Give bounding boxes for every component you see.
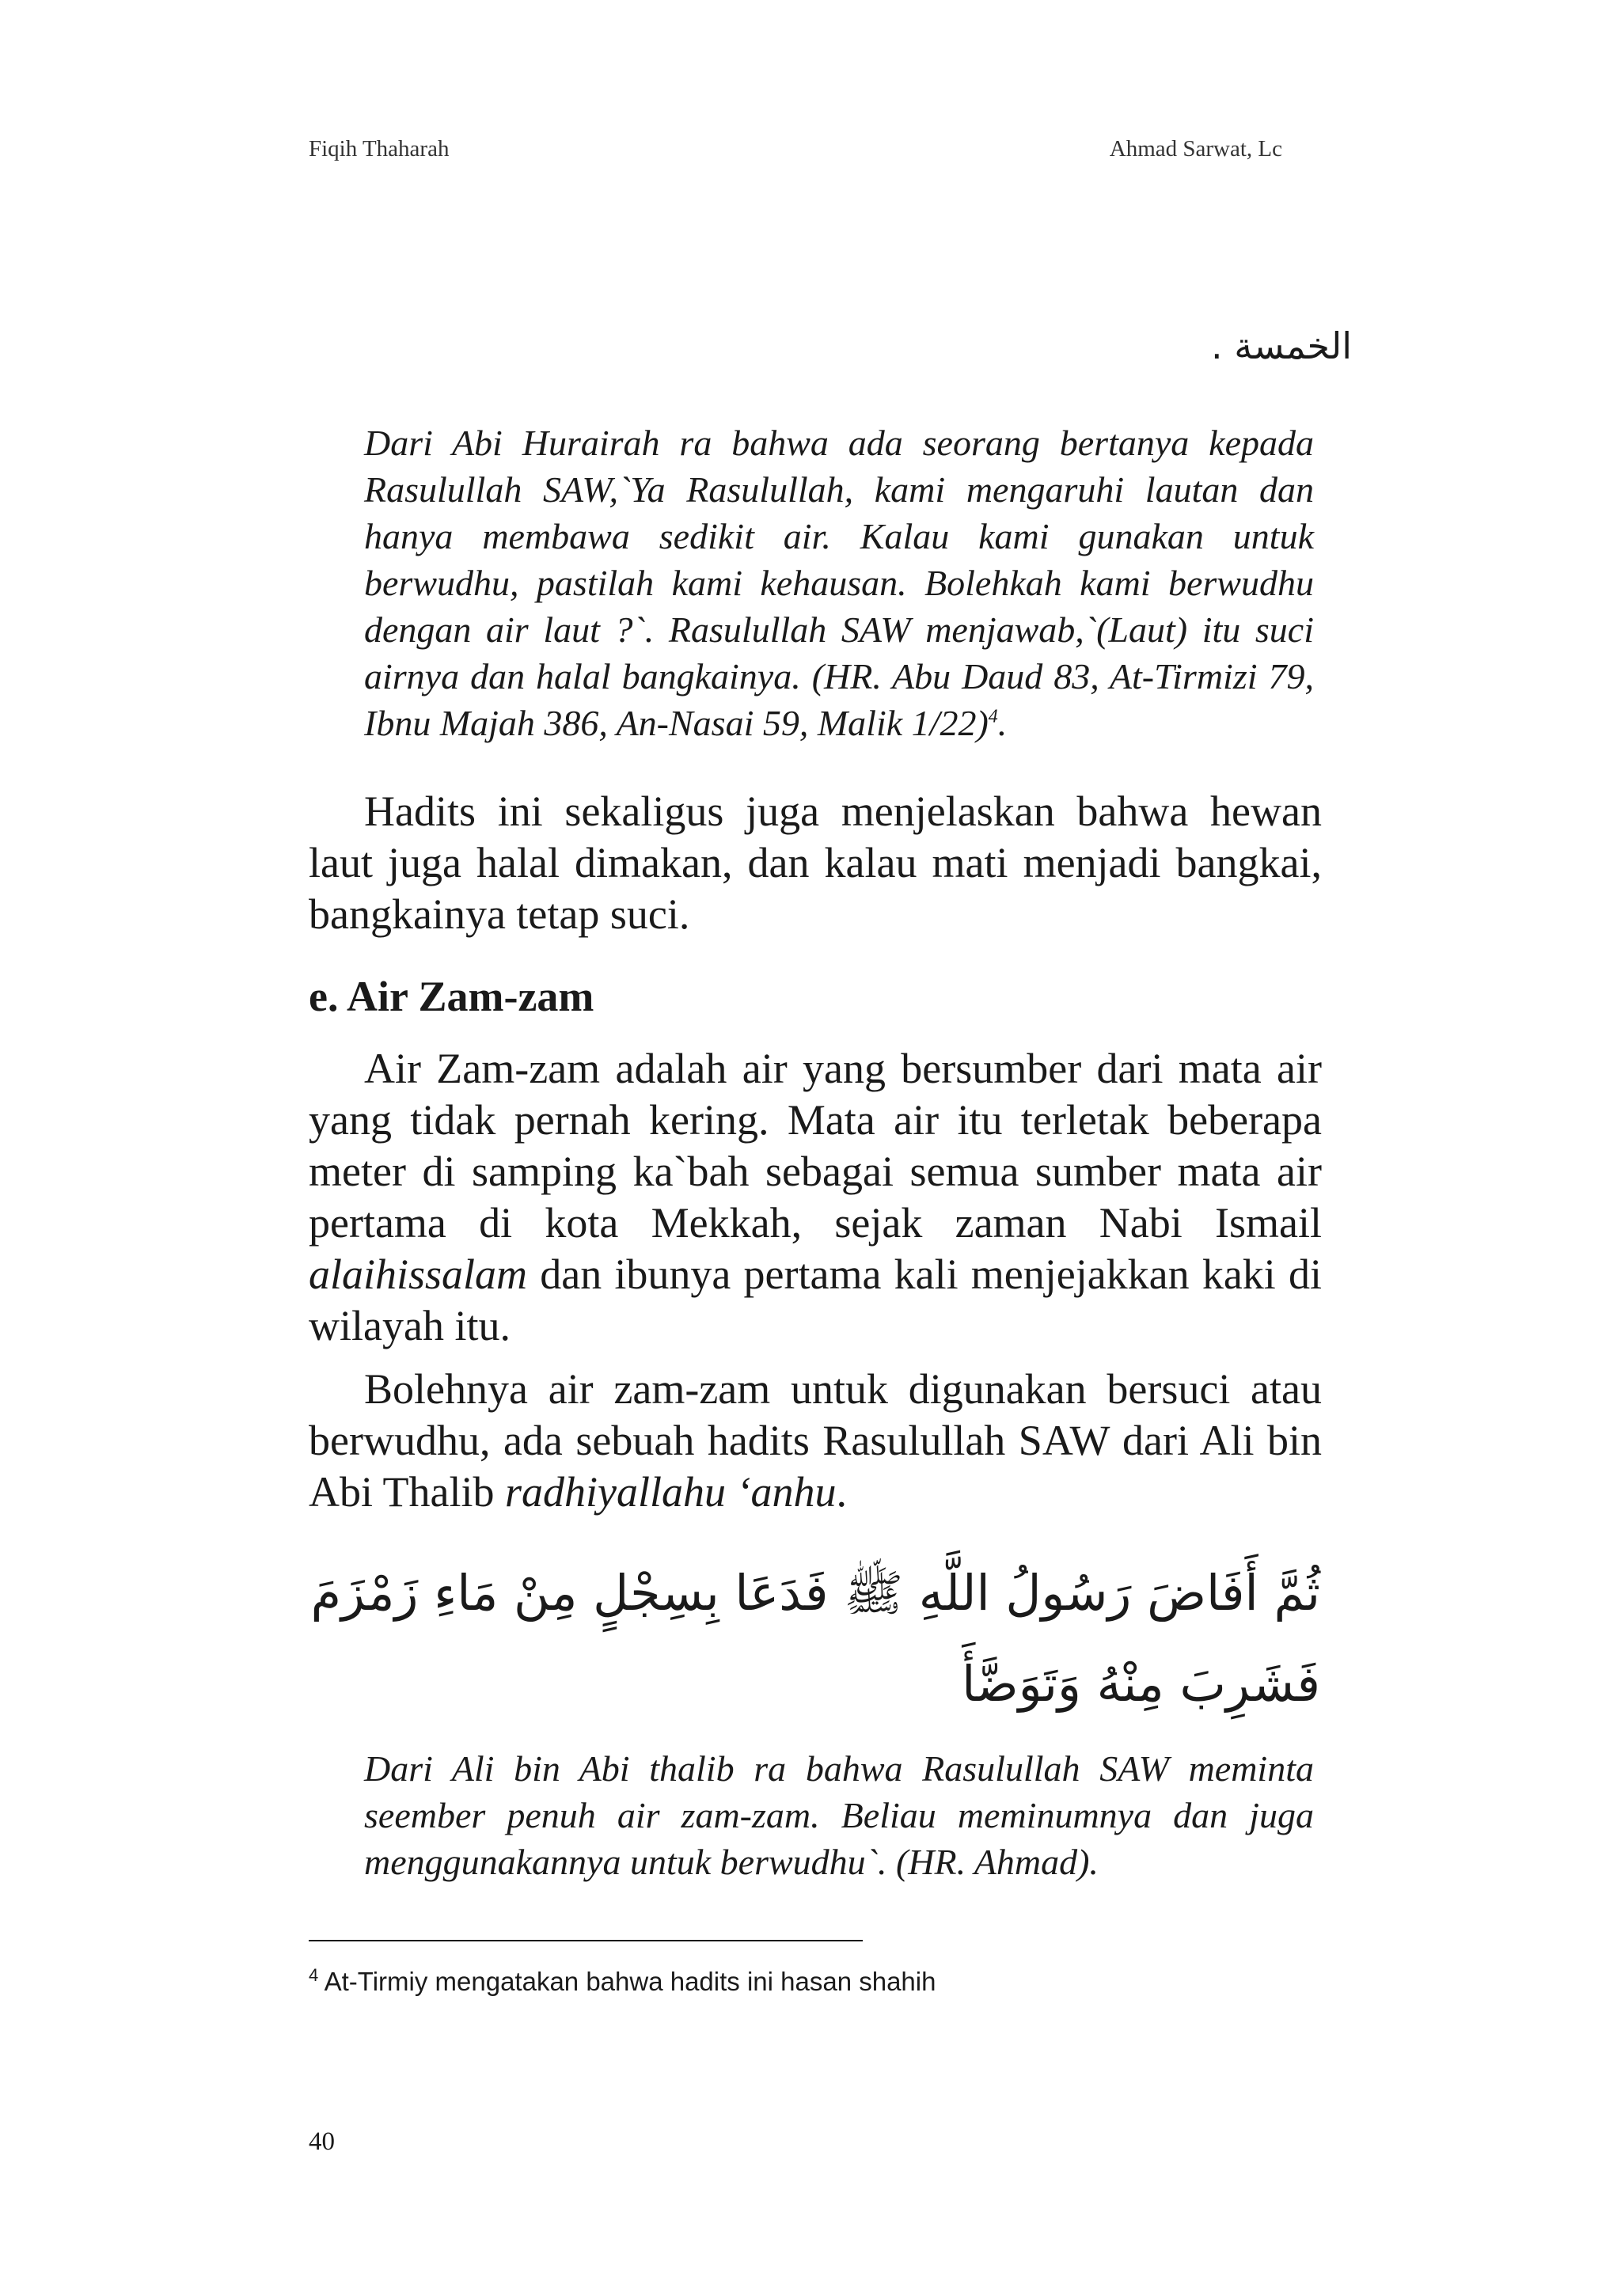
- header-book-title: Fiqih Thaharah: [309, 136, 450, 161]
- hadith-translation-sea-water: [364, 419, 1314, 746]
- paragraph-sea-animals: [309, 786, 1322, 940]
- footnote-reference: 4: [988, 706, 998, 727]
- paragraph-text-end: .: [836, 1468, 847, 1516]
- header-author: Ahmad Sarwat, Lc: [1109, 136, 1282, 161]
- quote-end: .: [997, 703, 1008, 743]
- footnote: [309, 1967, 936, 1997]
- paragraph-text: Hadits ini sekaligus juga menjelaskan bahwa hewan laut juga halal dimakan, dan kalau mati menjadi bangkai, bangkainya tetap suci.: [309, 787, 1322, 938]
- paragraph-text-end: dan ibunya pertama kali menjejakkan kaki di wilayah itu.: [309, 1250, 1322, 1349]
- footnote-divider: [309, 1940, 863, 1941]
- arabic-fragment: الخمسة .: [1210, 324, 1352, 367]
- paragraph-italic: radhiyallahu ‘anhu: [504, 1468, 837, 1516]
- paragraph-italic: alaihissalam: [309, 1250, 528, 1298]
- footnote-number: 4: [309, 1965, 319, 1985]
- footnote-text: At-Tirmiy mengatakan bahwa hadits ini hasan shahih: [324, 1967, 936, 1996]
- section-heading-zamzam: e. Air Zam-zam: [309, 973, 594, 1020]
- quote-text: Dari Abi Hurairah ra bahwa ada seorang bertanya kepada Rasulullah SAW,`Ya Rasulullah, kami mengaruhi lautan dan hanya membawa sedikit air. Kalau kami gunakan untuk berwudhu, pastilah kami kehausan. Bolehkah kami berwudhu dengan air laut ?`. Rasulullah SAW menjawab,`(Laut) itu suci airnya dan halal bangkainya. (HR. Abu Daud 83, At-Tirmizi 79, Ibnu Majah 386, An-Nasai 59, Malik 1/22): [364, 423, 1314, 743]
- arabic-hadith-text: ثُمَّ أَفَاضَ رَسُولُ اللَّهِ ﷺ فَدَعَا بِسِجْلٍ مِنْ مَاءِ زَمْزَمَ فَشَرِبَ مِنْهُ وَتَوَضَّأَ: [310, 1564, 1320, 1713]
- paragraph-zamzam-purification: [309, 1364, 1322, 1518]
- paragraph-text: Air Zam-zam adalah air yang bersumber dari mata air yang tidak pernah kering. Mata air itu terletak beberapa meter di samping ka`bah sebagai semua sumber mata air pertama di kota Mekkah, sejak zaman Nabi Ismail: [309, 1045, 1322, 1247]
- paragraph-text: Bolehnya air zam-zam untuk digunakan bersuci atau berwudhu, ada sebuah hadits Rasulullah SAW dari Ali bin Abi Thalib: [309, 1365, 1322, 1516]
- page-number: 40: [309, 2127, 335, 2156]
- hadith-translation-zamzam: Dari Ali bin Abi thalib ra bahwa Rasulullah SAW meminta seember penuh air zam-zam. Beliau meminumnya dan juga menggunakannya untuk berwudhu`. (HR. Ahmad).: [364, 1748, 1314, 1882]
- paragraph-zamzam-origin: [309, 1043, 1322, 1352]
